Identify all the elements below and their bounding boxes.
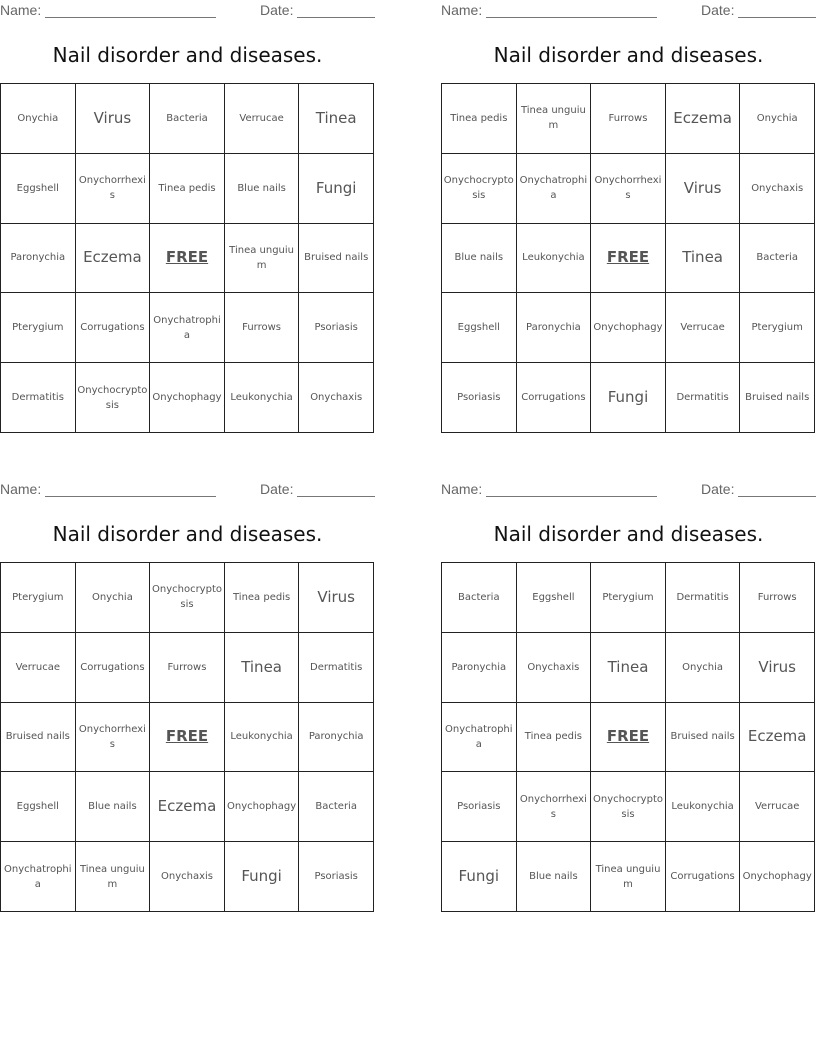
free-space-cell: FREE xyxy=(591,224,666,294)
bingo-cell: Onychia xyxy=(76,563,151,633)
bingo-cell: Eggshell xyxy=(442,293,517,363)
bingo-card-4 xyxy=(441,479,816,914)
bingo-cell: Onychatrophia xyxy=(150,293,225,363)
bingo-cell: Virus xyxy=(299,563,374,633)
bingo-cell: Onychaxis xyxy=(740,154,815,224)
bingo-cell: Onychatrophia xyxy=(442,703,517,773)
bingo-grid xyxy=(441,83,815,433)
bingo-cell: Paronychia xyxy=(299,703,374,773)
date-label: Date: xyxy=(260,481,294,497)
name-blank-line xyxy=(486,496,657,497)
bingo-cell: Eggshell xyxy=(1,772,76,842)
bingo-cell: Tinea unguium xyxy=(591,842,666,912)
bingo-cell: Virus xyxy=(740,633,815,703)
bingo-cell: Corrugations xyxy=(76,633,151,703)
name-label: Name: xyxy=(0,481,42,497)
bingo-cell: Onychocryptosis xyxy=(591,772,666,842)
card-header xyxy=(0,2,375,20)
bingo-cell: Onychocryptosis xyxy=(442,154,517,224)
bingo-cell: Onychophagy xyxy=(225,772,300,842)
name-blank-line xyxy=(486,17,657,18)
bingo-grid xyxy=(441,562,815,912)
bingo-cell: Tinea pedis xyxy=(150,154,225,224)
bingo-cell: Tinea xyxy=(299,84,374,154)
bingo-cell: Eggshell xyxy=(1,154,76,224)
bingo-cell: Tinea unguium xyxy=(225,224,300,294)
bingo-cell: Eczema xyxy=(76,224,151,294)
bingo-cell: Dermatitis xyxy=(666,563,741,633)
card-title: Nail disorder and diseases. xyxy=(493,522,764,546)
name-label: Name: xyxy=(441,481,483,497)
bingo-cell: Pterygium xyxy=(1,293,76,363)
bingo-cell: Bruised nails xyxy=(666,703,741,773)
bingo-cell: Pterygium xyxy=(1,563,76,633)
bingo-cell: Onychophagy xyxy=(591,293,666,363)
bingo-cell: Blue nails xyxy=(442,224,517,294)
bingo-cell: Onychorrhexis xyxy=(517,772,592,842)
bingo-cell: Virus xyxy=(76,84,151,154)
bingo-cell: Fungi xyxy=(299,154,374,224)
card-header xyxy=(0,481,375,499)
bingo-cell: Onychia xyxy=(740,84,815,154)
bingo-cell: Onychaxis xyxy=(517,633,592,703)
bingo-cell: Bacteria xyxy=(442,563,517,633)
card-header xyxy=(441,481,816,499)
bingo-card-1 xyxy=(0,0,375,435)
bingo-cell: Psoriasis xyxy=(299,842,374,912)
bingo-cell: Tinea xyxy=(225,633,300,703)
date-label: Date: xyxy=(701,2,735,18)
bingo-cell: Furrows xyxy=(150,633,225,703)
bingo-cell: Psoriasis xyxy=(442,772,517,842)
bingo-cell: Dermatitis xyxy=(299,633,374,703)
bingo-cell: Bruised nails xyxy=(1,703,76,773)
card-title: Nail disorder and diseases. xyxy=(52,43,323,67)
name-blank-line xyxy=(45,496,216,497)
bingo-cell: Tinea unguium xyxy=(517,84,592,154)
free-space-cell: FREE xyxy=(591,703,666,773)
card-title: Nail disorder and diseases. xyxy=(52,522,323,546)
date-label: Date: xyxy=(701,481,735,497)
bingo-cell: Onychaxis xyxy=(150,842,225,912)
date-label: Date: xyxy=(260,2,294,18)
bingo-cell: Leukonychia xyxy=(225,363,300,433)
bingo-cell: Furrows xyxy=(740,563,815,633)
bingo-cell: Blue nails xyxy=(76,772,151,842)
bingo-cell: Onychophagy xyxy=(740,842,815,912)
bingo-cell: Dermatitis xyxy=(666,363,741,433)
bingo-cell: Leukonychia xyxy=(666,772,741,842)
bingo-cell: Paronychia xyxy=(1,224,76,294)
bingo-cell: Psoriasis xyxy=(442,363,517,433)
bingo-cell: Eczema xyxy=(740,703,815,773)
bingo-cell: Tinea xyxy=(666,224,741,294)
bingo-cell: Bruised nails xyxy=(740,363,815,433)
bingo-cell: Eczema xyxy=(150,772,225,842)
bingo-card-3 xyxy=(0,479,375,914)
bingo-cell: Bruised nails xyxy=(299,224,374,294)
bingo-card-2 xyxy=(441,0,816,435)
bingo-cell: Tinea pedis xyxy=(517,703,592,773)
bingo-cell: Blue nails xyxy=(225,154,300,224)
free-space-cell: FREE xyxy=(150,224,225,294)
bingo-grid xyxy=(0,83,374,433)
bingo-cell: Tinea xyxy=(591,633,666,703)
bingo-cell: Eggshell xyxy=(517,563,592,633)
bingo-cell: Onychorrhexis xyxy=(591,154,666,224)
bingo-cell: Dermatitis xyxy=(1,363,76,433)
free-space-cell: FREE xyxy=(150,703,225,773)
name-label: Name: xyxy=(0,2,42,18)
bingo-cell: Eczema xyxy=(666,84,741,154)
bingo-cell: Bacteria xyxy=(740,224,815,294)
bingo-cell: Onychatrophia xyxy=(1,842,76,912)
bingo-cell: Onychatrophia xyxy=(517,154,592,224)
bingo-cell: Tinea pedis xyxy=(225,563,300,633)
bingo-cell: Fungi xyxy=(591,363,666,433)
bingo-cell: Onychia xyxy=(1,84,76,154)
bingo-cell: Furrows xyxy=(225,293,300,363)
bingo-cell: Bacteria xyxy=(299,772,374,842)
bingo-cell: Paronychia xyxy=(517,293,592,363)
bingo-cell: Fungi xyxy=(225,842,300,912)
name-label: Name: xyxy=(441,2,483,18)
bingo-cell: Verrucae xyxy=(666,293,741,363)
name-blank-line xyxy=(45,17,216,18)
bingo-cell: Tinea pedis xyxy=(442,84,517,154)
date-blank-line xyxy=(738,17,816,18)
bingo-cell: Onychocryptosis xyxy=(76,363,151,433)
bingo-cell: Onychia xyxy=(666,633,741,703)
bingo-cell: Verrucae xyxy=(225,84,300,154)
bingo-cell: Onychophagy xyxy=(150,363,225,433)
bingo-cell: Paronychia xyxy=(442,633,517,703)
bingo-cell: Pterygium xyxy=(740,293,815,363)
card-title: Nail disorder and diseases. xyxy=(493,43,764,67)
bingo-cell: Bacteria xyxy=(150,84,225,154)
bingo-cell: Onychocryptosis xyxy=(150,563,225,633)
date-blank-line xyxy=(738,496,816,497)
date-blank-line xyxy=(297,496,375,497)
bingo-cell: Leukonychia xyxy=(225,703,300,773)
bingo-cell: Verrucae xyxy=(740,772,815,842)
bingo-cell: Fungi xyxy=(442,842,517,912)
bingo-cell: Corrugations xyxy=(517,363,592,433)
bingo-cell: Psoriasis xyxy=(299,293,374,363)
bingo-cell: Leukonychia xyxy=(517,224,592,294)
bingo-cell: Tinea unguium xyxy=(76,842,151,912)
bingo-cell: Corrugations xyxy=(666,842,741,912)
card-header xyxy=(441,2,816,20)
bingo-cell: Blue nails xyxy=(517,842,592,912)
bingo-cell: Pterygium xyxy=(591,563,666,633)
date-blank-line xyxy=(297,17,375,18)
bingo-cell: Onychaxis xyxy=(299,363,374,433)
bingo-cell: Virus xyxy=(666,154,741,224)
bingo-cell: Furrows xyxy=(591,84,666,154)
bingo-cell: Verrucae xyxy=(1,633,76,703)
bingo-cell: Onychorrhexis xyxy=(76,154,151,224)
bingo-cell: Onychorrhexis xyxy=(76,703,151,773)
bingo-grid xyxy=(0,562,374,912)
bingo-cell: Corrugations xyxy=(76,293,151,363)
